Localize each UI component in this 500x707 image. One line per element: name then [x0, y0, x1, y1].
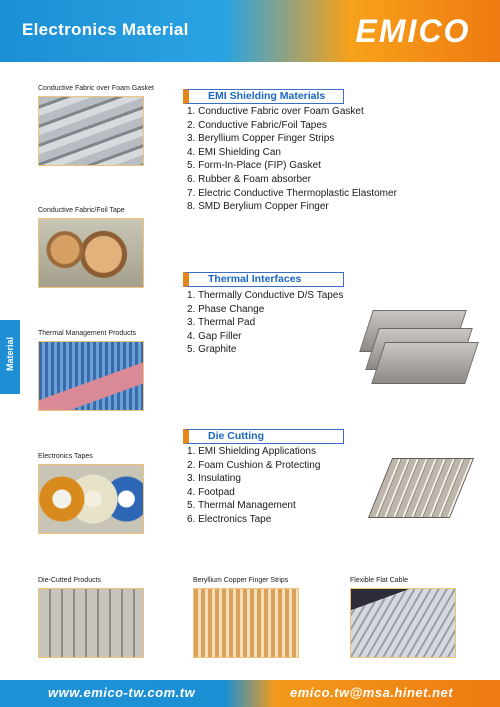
emico-logo: [344, 10, 482, 52]
emi-list-item: 3. Beryllium Copper Finger Strips: [187, 133, 335, 145]
page-title: Electronics Material: [22, 20, 189, 39]
die-cut-sheet: [368, 458, 474, 518]
product-image-becu: [193, 588, 299, 658]
section-title-diecut: Die Cutting: [208, 430, 264, 442]
thermal-list-item: 3. Thermal Pad: [187, 317, 256, 329]
emi-list-item: 4. EMI Shielding Can: [187, 146, 281, 158]
thermal-pad-image: [362, 302, 474, 384]
emi-list-item: 6. Rubber & Foam absorber: [187, 173, 311, 185]
product-image-fabric-foam: [38, 96, 144, 166]
website-link[interactable]: www.emico-tw.com.tw: [48, 685, 196, 700]
diecut-list-item: 3. Insulating: [187, 473, 241, 485]
product-label-fabric-foil: Conductive Fabric/Foil Tape: [38, 207, 125, 214]
thermal-list-item: 1. Thermally Conductive D/S Tapes: [187, 290, 344, 301]
diecut-list-item: 1. EMI Shielding Applications: [187, 446, 316, 457]
product-image-diecut: [38, 588, 144, 658]
product-label-fabric-foam: Conductive Fabric over Foam Gasket: [38, 85, 154, 92]
product-label-tapes: Electronics Tapes: [38, 453, 93, 460]
diecut-list-item: 5. Thermal Management: [187, 500, 296, 512]
section-title-thermal: Thermal Interfaces: [208, 273, 302, 285]
thermal-items-list: [187, 289, 343, 357]
email-link[interactable]: emico.tw@msa.hinet.net: [290, 685, 454, 700]
emi-list-item: 7. Electric Conductive Thermoplastic Elastomer: [187, 187, 397, 199]
die-cut-sheet-image: [370, 448, 470, 528]
product-image-ffc: [350, 588, 456, 658]
diecut-list-item: 6. Electronics Tape: [187, 513, 272, 525]
pad-block-bottom: [371, 342, 479, 384]
product-label-ffc: Flexible Flat Cable: [350, 577, 408, 584]
section-heading-emi: [183, 89, 344, 104]
emi-list-item: 1. Conductive Fabric over Foam Gasket: [187, 106, 364, 117]
emi-list-item: 5. Form-In-Place (FIP) Gasket: [187, 160, 321, 172]
footer-banner: [0, 680, 500, 707]
diecut-list-item: 2. Foam Cushion & Protecting: [187, 459, 321, 471]
diecut-list-item: 4. Footpad: [187, 486, 235, 498]
header-banner: [0, 0, 500, 62]
emi-list-item: 2. Conductive Fabric/Foil Tapes: [187, 119, 327, 131]
thermal-list-item: 5. Graphite: [187, 344, 237, 356]
side-tab: [0, 320, 20, 394]
product-label-becu: Beryllium Copper Finger Strips: [193, 577, 289, 584]
section-title-emi: EMI Shielding Materials: [208, 90, 326, 102]
side-tab-label: Material: [5, 337, 15, 372]
section-heading-thermal: [183, 272, 344, 287]
product-label-thermal: Thermal Management Products: [38, 330, 137, 337]
product-image-thermal: [38, 341, 144, 411]
product-label-diecut: Die-Cutted Products: [38, 577, 102, 584]
product-image-tapes: [38, 464, 144, 534]
product-image-fabric-foil: [38, 218, 144, 288]
diecut-items-list: [187, 445, 320, 527]
logo-text: EMICO: [355, 13, 471, 49]
emi-items-list: [187, 105, 397, 214]
emi-list-item: 8. SMD Berylium Copper Finger: [187, 201, 329, 213]
thermal-list-item: 2. Phase Change: [187, 303, 265, 315]
section-heading-diecut: [183, 429, 344, 444]
thermal-list-item: 4. Gap Filler: [187, 330, 242, 342]
